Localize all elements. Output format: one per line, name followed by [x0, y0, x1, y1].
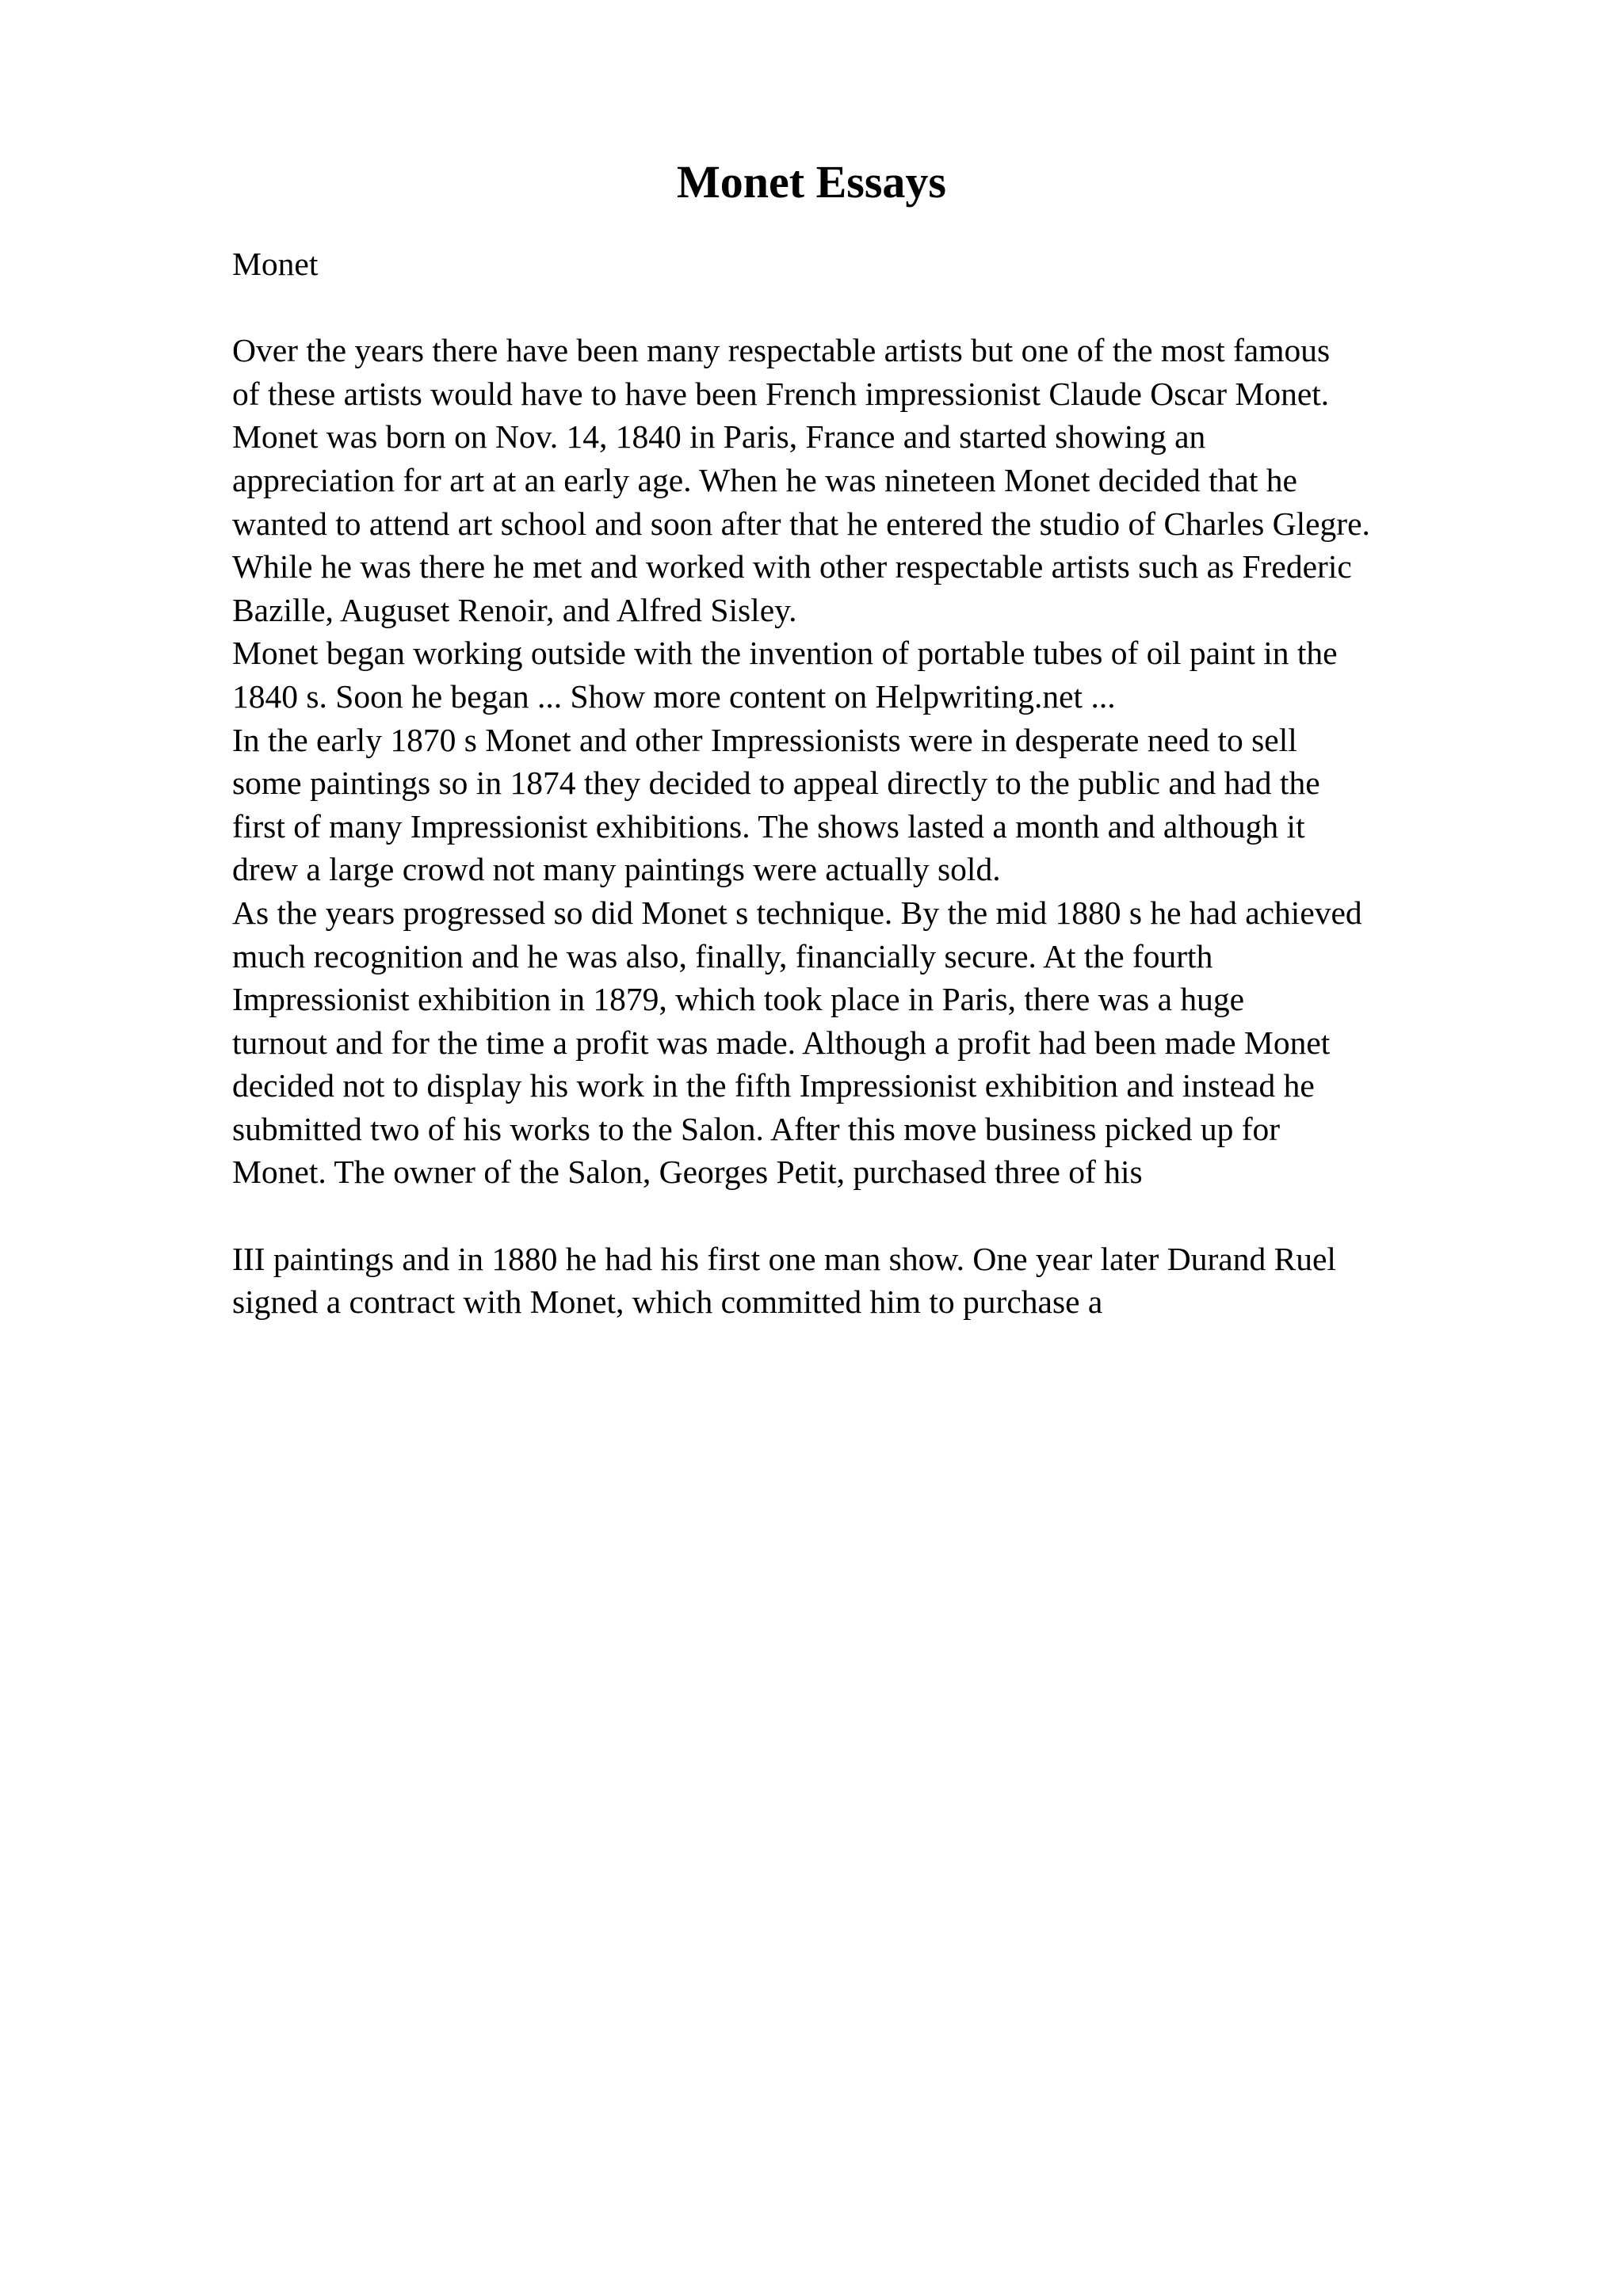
body-line: III paintings and in 1880 he had his first one man show. One year later Durand Ruel	[232, 1240, 1336, 1277]
body-line: Monet began working outside with the invention of portable tubes of oil paint in the	[232, 635, 1338, 672]
body-line: turnout and for the time a profit was made. Although a profit had been made Monet	[232, 1024, 1331, 1061]
body-line: Monet. The owner of the Salon, Georges Petit, purchased three of his	[232, 1154, 1143, 1191]
body-line: submitted two of his works to the Salon. After this move business picked up for	[232, 1110, 1281, 1147]
body-line: of these artists would have to have been French impressionist Claude Oscar Monet.	[232, 375, 1330, 412]
body-line: decided not to display his work in the fifth Impressionist exhibition and instead he	[232, 1067, 1315, 1104]
body-line: drew a large crowd not many paintings were actually sold.	[232, 851, 1001, 888]
body-line: wanted to attend art school and soon after that he entered the studio of Charles Glegre.	[232, 505, 1370, 542]
body-line: much recognition and he was also, finally, financially secure. At the fourth	[232, 937, 1213, 974]
body-line: While he was there he met and worked with other respectable artists such as Frederic	[232, 548, 1352, 585]
body-line: In the early 1870 s Monet and other Impressionists were in desperate need to sell	[232, 721, 1297, 758]
body-line: first of many Impressionist exhibitions. The shows lasted a month and although it	[232, 807, 1305, 845]
body-line: Over the years there have been many respectable artists but one of the most famous	[232, 332, 1331, 369]
body-line: Bazille, Auguset Renoir, and Alfred Sisley.	[232, 591, 797, 628]
body-line: 1840 s. Soon he began ... Show more content on Helpwriting.net ...	[232, 677, 1116, 715]
body-line: signed a contract with Monet, which committed him to purchase a	[232, 1283, 1103, 1321]
blank-line	[232, 1194, 1611, 1238]
body-line: Monet was born on Nov. 14, 1840 in Paris, France and started showing an	[232, 418, 1206, 456]
document-body	[232, 242, 1611, 1324]
body-line: appreciation for art at an early age. When he was nineteen Monet decided that he	[232, 461, 1297, 498]
body-line: Impressionist exhibition in 1879, which took place in Paris, there was a huge	[232, 981, 1245, 1018]
blank-line	[232, 286, 1611, 330]
body-line: some paintings so in 1874 they decided to appeal directly to the public and had the	[232, 765, 1320, 802]
body-line: As the years progressed so did Monet s technique. By the mid 1880 s he had achieved	[232, 894, 1362, 931]
document-title: Monet Essays	[677, 156, 946, 208]
essay-heading: Monet	[232, 246, 319, 282]
